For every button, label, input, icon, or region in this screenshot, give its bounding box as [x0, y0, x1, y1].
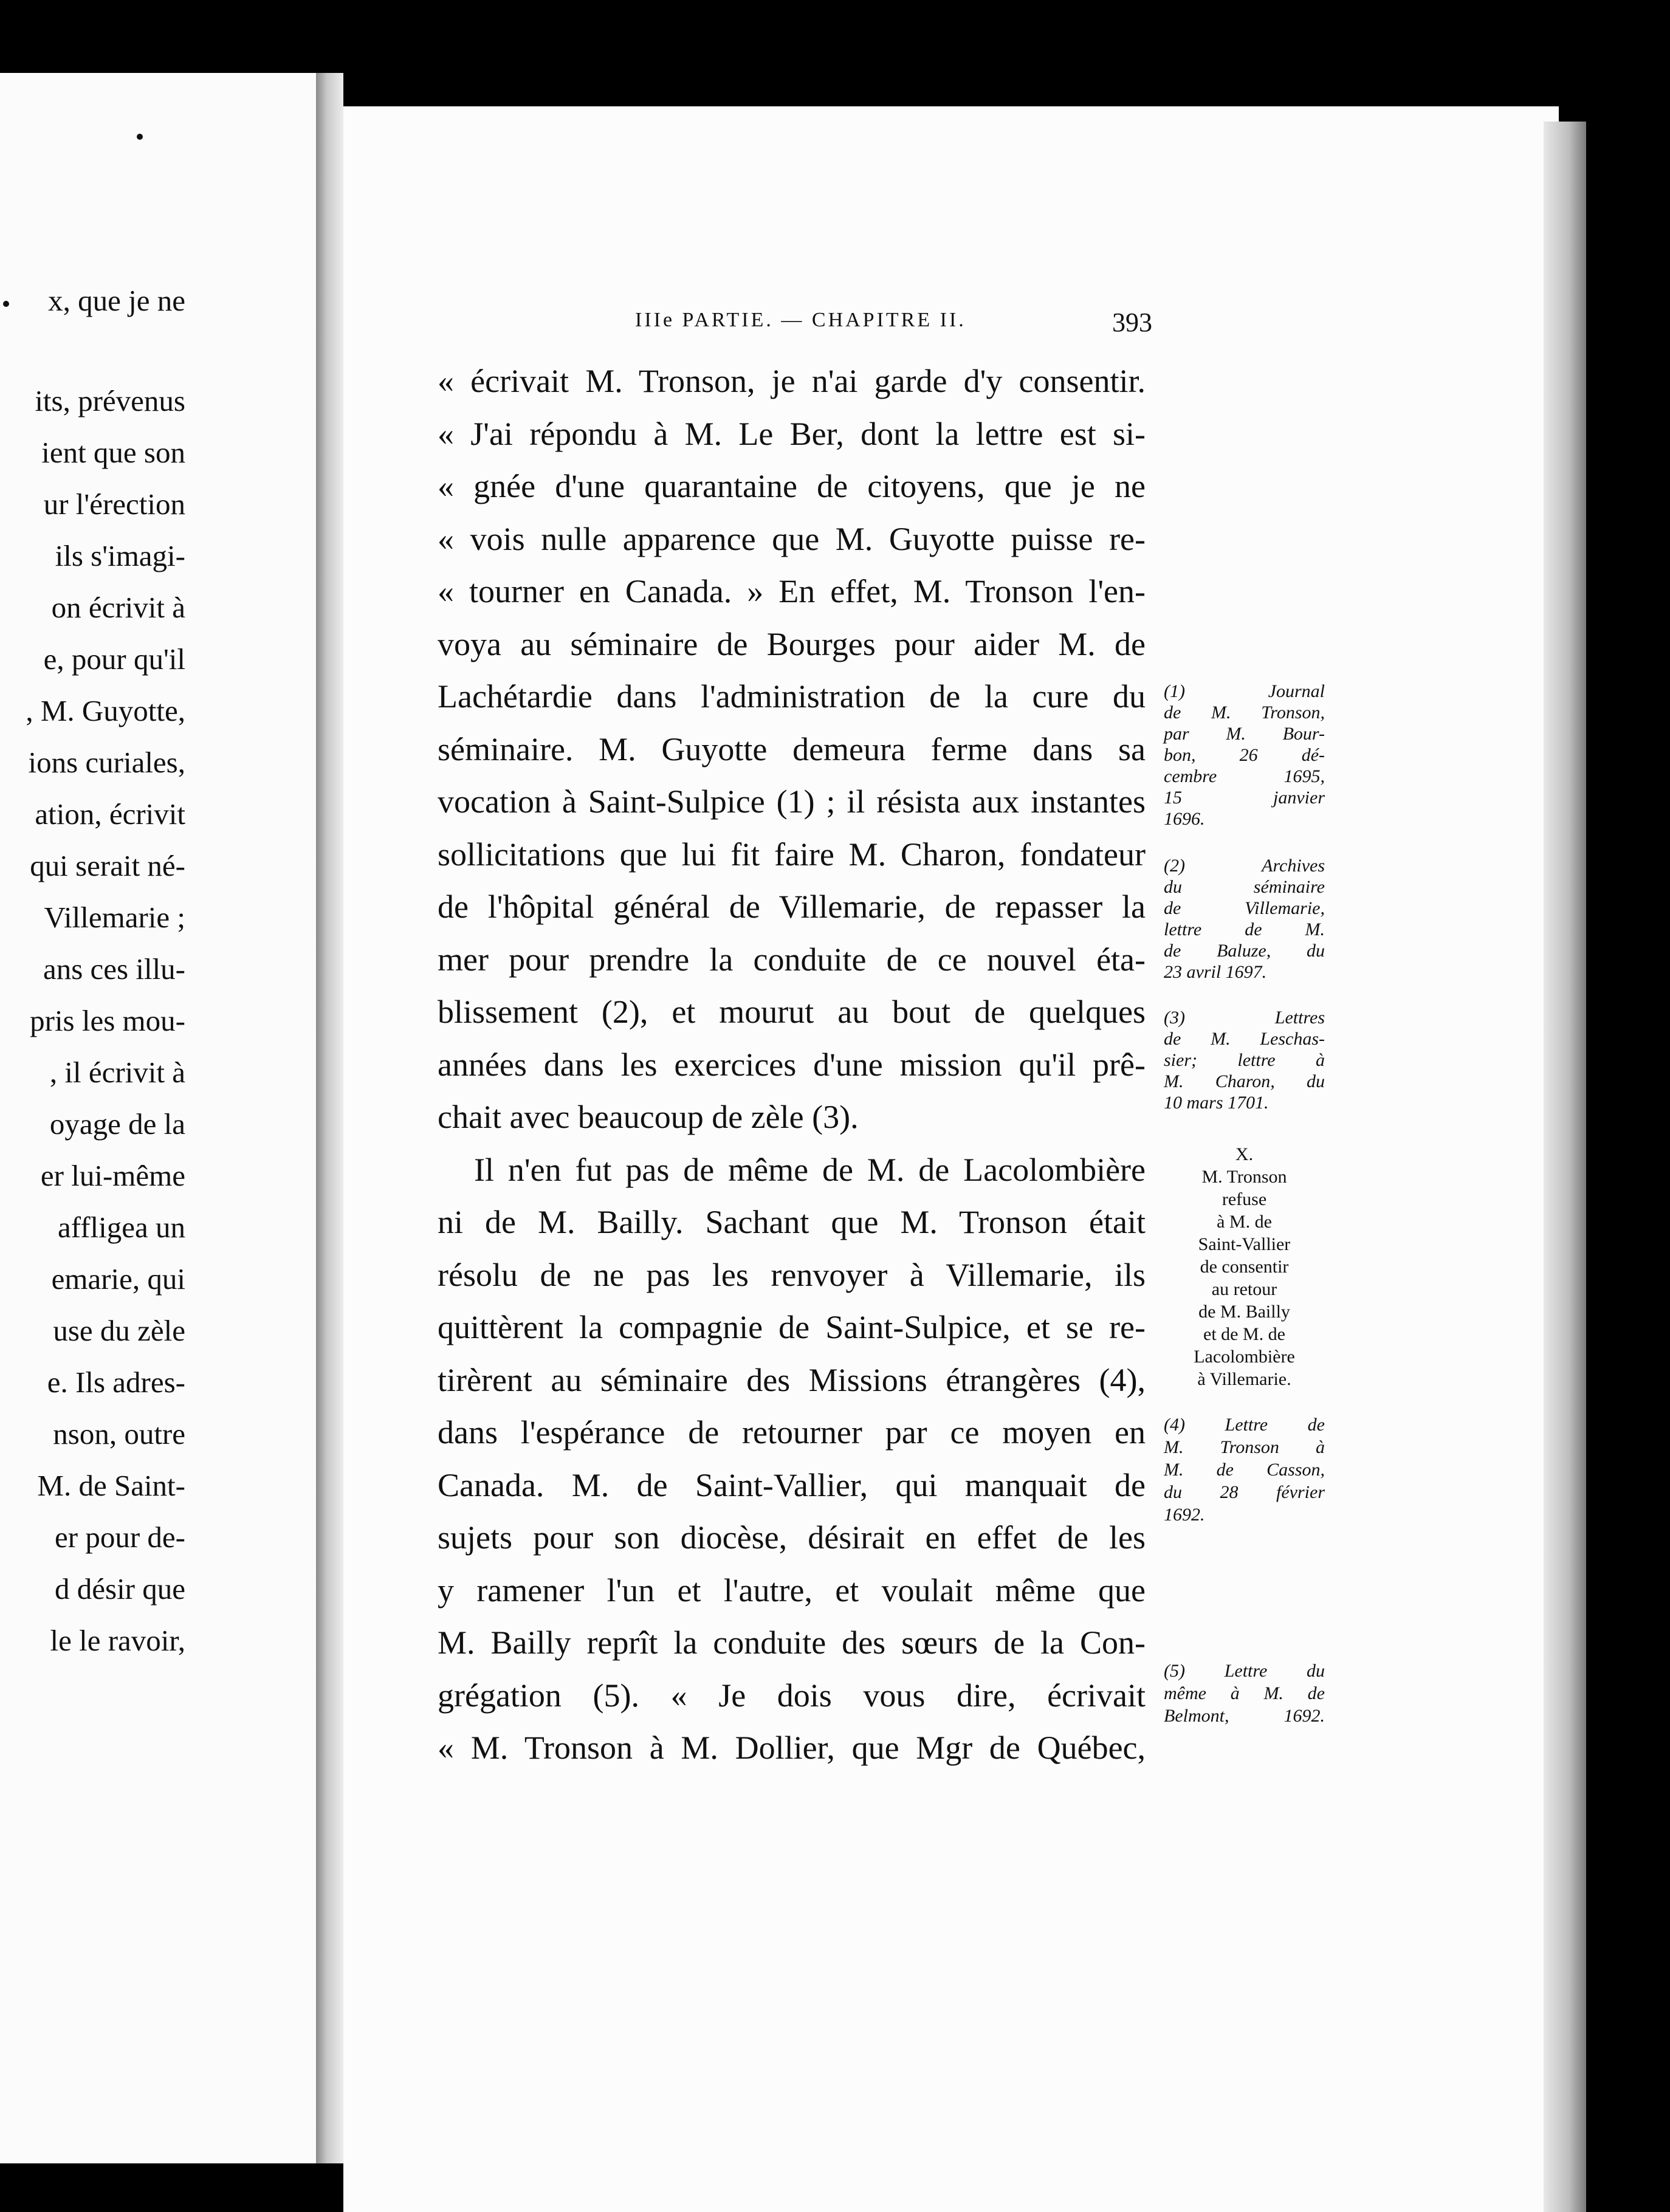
running-head: IIIe PARTIE. — CHAPITRE II.: [635, 309, 966, 331]
footnote-line: 1692.: [1164, 1505, 1205, 1525]
body-line: « gnée d'une quarantaine de citoyens, que je ne: [438, 468, 1146, 504]
footnote-line: (4) Lettre de: [1164, 1415, 1325, 1435]
left-page-line: le le ravoir,: [50, 1624, 185, 1657]
left-page-line: M. de Saint-: [37, 1469, 185, 1502]
body-line: mer pour prendre la conduite de ce nouvel éta-: [438, 941, 1146, 978]
body-line: séminaire. M. Guyotte demeura ferme dans sa: [438, 731, 1146, 768]
body-line: quittèrent la compagnie de Saint-Sulpice, et se re-: [438, 1309, 1146, 1345]
book-gutter: [316, 73, 343, 2163]
left-page-line: oyage de la: [49, 1107, 185, 1141]
body-line: ni de M. Bailly. Sachant que M. Tronson était: [438, 1204, 1146, 1240]
footnote-line: (2) Archives: [1164, 856, 1325, 876]
left-page-line: qui serait né-: [30, 849, 185, 882]
body-line: M. Bailly reprît la conduite des sœurs de la Con-: [438, 1624, 1146, 1661]
left-page-line: e. Ils adres-: [47, 1365, 185, 1399]
body-line: « M. Tronson à M. Dollier, que Mgr de Québec,: [438, 1729, 1146, 1766]
body-line: grégation (5). « Je dois vous dire, écrivait: [438, 1677, 1146, 1714]
footnote-line: cembre 1695,: [1164, 766, 1325, 786]
body-line: années dans les exercices d'une mission qu'il prê-: [438, 1046, 1146, 1083]
left-page-line: ans ces illu-: [43, 952, 185, 986]
summary-line: M. Tronson: [1201, 1167, 1287, 1187]
ink-spot: [137, 134, 143, 140]
summary-line: Saint-Vallier: [1198, 1234, 1291, 1254]
left-page-line: e, pour qu'il: [43, 642, 185, 676]
footnote-line: M. de Casson,: [1164, 1460, 1325, 1480]
body-line: y ramener l'un et l'autre, et voulait même que: [438, 1572, 1146, 1609]
footnote-line: sier; lettre à: [1164, 1050, 1325, 1070]
footnote-line: 1696.: [1164, 809, 1205, 829]
left-page-line: er lui-même: [40, 1159, 185, 1192]
body-line: « tourner en Canada. » En effet, M. Tronson l'en-: [438, 573, 1146, 610]
page-edge: [1544, 122, 1586, 2212]
footnote-line: Belmont, 1692.: [1164, 1706, 1325, 1726]
body-line: « écrivait M. Tronson, je n'ai garde d'y consentir.: [438, 363, 1146, 399]
body-line: chait avec beaucoup de zèle (3).: [438, 1099, 859, 1135]
left-page-line: use du zèle: [53, 1314, 185, 1347]
left-page-line: ions curiales,: [28, 746, 185, 779]
footnote-line: M. Tronson à: [1164, 1437, 1325, 1457]
footnote-line: du 28 février: [1164, 1482, 1325, 1502]
footnote-line: M. Charon, du: [1164, 1071, 1325, 1091]
left-page-line: x, que je ne: [48, 284, 185, 317]
footnote-line: du séminaire: [1164, 877, 1325, 897]
summary-line: de M. Bailly: [1198, 1302, 1290, 1322]
footnote-line: (1) Journal: [1164, 681, 1325, 701]
footnote-line: de M. Leschas-: [1164, 1029, 1325, 1049]
body-line: dans l'espérance de retourner par ce moyen en: [438, 1414, 1146, 1451]
body-line: blissement (2), et mourut au bout de quelques: [438, 994, 1146, 1030]
footnote-line: 10 mars 1701.: [1164, 1093, 1269, 1113]
body-line: de l'hôpital général de Villemarie, de repasser la: [438, 888, 1146, 925]
left-page-line: Villemarie ;: [44, 901, 185, 934]
footnote-line: même à M. de: [1164, 1683, 1325, 1703]
summary-line: à Villemarie.: [1197, 1369, 1291, 1389]
left-page-line: d désir que: [55, 1572, 185, 1606]
body-line: sujets pour son diocèse, désirait en effet de les: [438, 1519, 1146, 1556]
footnote-line: de Baluze, du: [1164, 941, 1325, 961]
left-page-line: its, prévenus: [35, 384, 185, 417]
footnote-line: par M. Bour-: [1164, 724, 1325, 744]
body-line: tirèrent au séminaire des Missions étrangères (4),: [438, 1362, 1146, 1398]
left-page-line: pris les mou-: [30, 1004, 185, 1037]
footnote-line: lettre de M.: [1164, 919, 1325, 939]
left-page-line: er pour de-: [55, 1520, 185, 1554]
left-page-line: , il écrivit à: [49, 1056, 185, 1089]
body-line: « J'ai répondu à M. Le Ber, dont la lettre est si-: [438, 416, 1146, 452]
body-line: « vois nulle apparence que M. Guyotte puisse re-: [438, 521, 1146, 557]
summary-line: au retour: [1211, 1279, 1277, 1299]
body-line: Lachétardie dans l'administration de la cure du: [438, 678, 1146, 715]
summary-line: à M. de: [1217, 1212, 1272, 1232]
footnote-line: (5) Lettre du: [1164, 1661, 1325, 1681]
footnote-line: 15 janvier: [1164, 788, 1325, 808]
left-page-line: nson, outre: [53, 1417, 185, 1451]
footnote-line: de Villemarie,: [1164, 898, 1325, 918]
left-page-line: ient que son: [41, 436, 185, 469]
summary-line: Lacolombière: [1194, 1347, 1295, 1367]
body-line: vocation à Saint-Sulpice (1) ; il résista aux instantes: [438, 783, 1146, 820]
body-line: résolu de ne pas les renvoyer à Villemarie, ils: [438, 1257, 1146, 1293]
left-page-line: emarie, qui: [51, 1262, 185, 1296]
body-line: sollicitations que lui fit faire M. Charon, fondateur: [438, 836, 1146, 873]
footnote-line: 23 avril 1697.: [1164, 962, 1267, 982]
left-page-line: on écrivit à: [51, 591, 185, 624]
left-page: [0, 73, 322, 2163]
footnote-line: bon, 26 dé-: [1164, 745, 1325, 765]
summary-line: de consentir: [1200, 1257, 1289, 1277]
body-line: Canada. M. de Saint-Vallier, qui manquait de: [438, 1467, 1146, 1503]
summary-line: et de M. de: [1203, 1324, 1285, 1344]
body-line: voya au séminaire de Bourges pour aider M. de: [438, 626, 1146, 662]
footnote-line: (3) Lettres: [1164, 1008, 1325, 1028]
left-page-line: , M. Guyotte,: [26, 694, 185, 727]
body-line: Il n'en fut pas de même de M. de Lacolombière: [474, 1152, 1146, 1188]
ink-spot: [3, 301, 9, 307]
summary-line: refuse: [1222, 1189, 1267, 1209]
page-number: 393: [1112, 307, 1152, 337]
left-page-line: ur l'érection: [43, 487, 185, 521]
left-page-line: affligea un: [58, 1211, 185, 1244]
summary-line: X.: [1235, 1144, 1254, 1164]
left-page-line: ation, écrivit: [35, 797, 185, 831]
left-page-line: ils s'imagi-: [55, 539, 185, 572]
footnote-line: de M. Tronson,: [1164, 702, 1325, 723]
